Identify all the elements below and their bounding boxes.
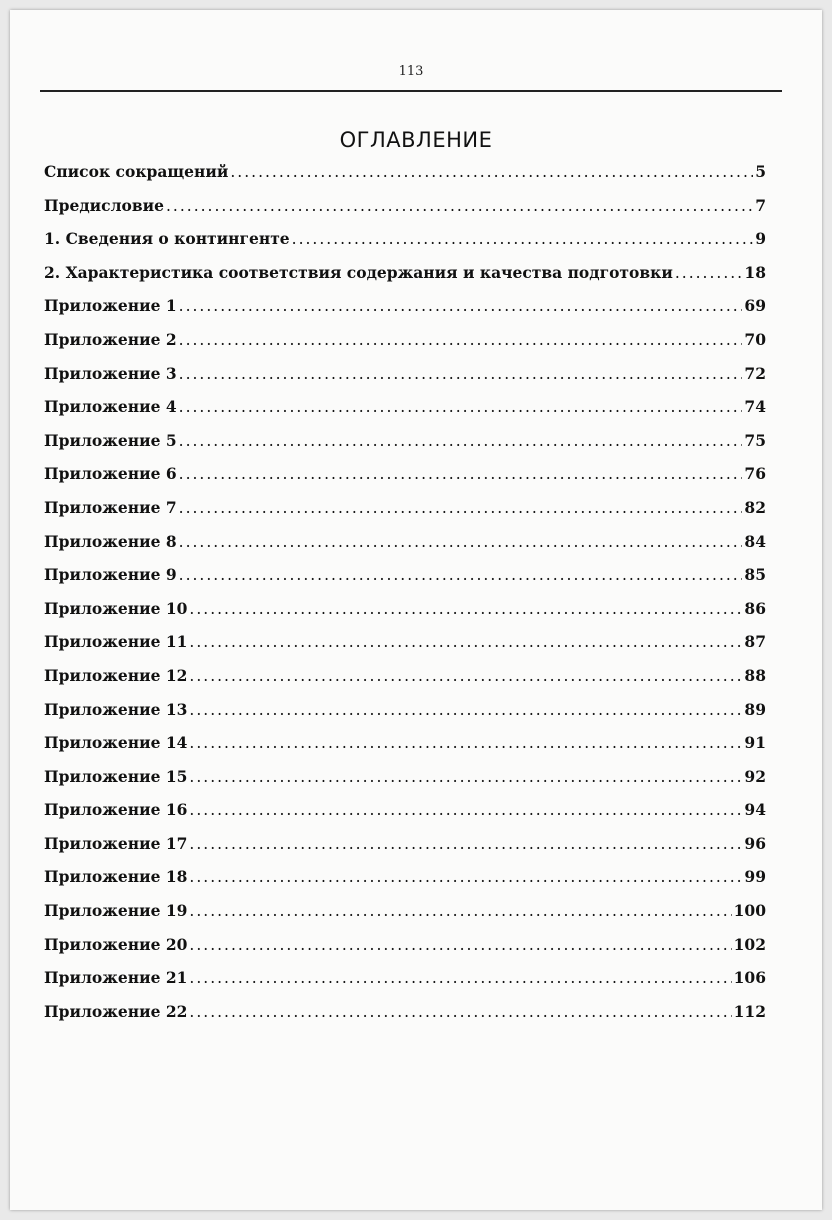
toc-entry-page: 9	[755, 229, 766, 249]
toc-dot-leader	[230, 163, 753, 181]
toc-dot-leader	[189, 701, 742, 719]
toc-entry-title: Приложение 22	[44, 1001, 188, 1021]
table-of-contents	[44, 162, 766, 1035]
toc-entry-title: 2. Характеристика соответствия содержания и качества подготовки	[44, 262, 673, 282]
toc-entry-page: 94	[744, 800, 766, 820]
toc-dot-leader	[189, 768, 742, 786]
toc-entry	[44, 532, 766, 566]
toc-dot-leader	[179, 297, 743, 315]
page-header	[40, 60, 782, 92]
toc-entry-title: Приложение 1	[44, 296, 177, 316]
toc-entry-title: Приложение 5	[44, 430, 177, 450]
toc-entry-title: Список сокращений	[44, 162, 229, 181]
toc-entry-page: 75	[744, 430, 766, 450]
toc-entry-page: 92	[744, 766, 766, 786]
toc-entry-title: Приложение 15	[44, 766, 188, 786]
toc-entry-page: 82	[744, 497, 766, 517]
toc-dot-leader	[179, 465, 743, 483]
toc-entry-title: Приложение 20	[44, 934, 188, 954]
toc-entry	[44, 229, 766, 263]
toc-entry-page: 70	[744, 329, 766, 349]
toc-entry-page: 87	[744, 632, 766, 652]
toc-entry	[44, 431, 766, 465]
toc-entry-title: Приложение 14	[44, 733, 188, 753]
toc-entry	[44, 464, 766, 498]
toc-entry-title: 1. Сведения о контингенте	[44, 229, 290, 249]
toc-dot-leader	[189, 902, 731, 920]
toc-entry-page: 85	[744, 565, 766, 585]
toc-entry	[44, 498, 766, 532]
toc-entry	[44, 666, 766, 700]
toc-entry-title: Предисловие	[44, 195, 164, 215]
toc-entry-page: 99	[744, 867, 766, 887]
toc-entry-page: 89	[744, 699, 766, 719]
toc-dot-leader	[179, 533, 743, 551]
toc-entry-page: 88	[744, 665, 766, 685]
toc-entry-title: Приложение 9	[44, 565, 177, 585]
toc-entry-title: Приложение 8	[44, 531, 177, 551]
toc-dot-leader	[189, 801, 742, 819]
toc-entry-page: 100	[733, 901, 766, 921]
toc-entry	[44, 935, 766, 969]
toc-entry-page: 106	[733, 968, 766, 988]
toc-entry	[44, 263, 766, 297]
toc-entry-page: 112	[733, 1001, 766, 1021]
toc-dot-leader	[189, 600, 742, 618]
toc-entry-title: Приложение 6	[44, 464, 177, 484]
toc-entry-title: Приложение 21	[44, 968, 188, 988]
toc-entry	[44, 968, 766, 1002]
toc-entry	[44, 632, 766, 666]
toc-dot-leader	[189, 1003, 731, 1021]
toc-entry-page: 5	[755, 162, 766, 181]
toc-entry-title: Приложение 16	[44, 800, 188, 820]
toc-dot-leader	[675, 264, 743, 282]
toc-entry-page: 76	[744, 464, 766, 484]
toc-dot-leader	[189, 835, 742, 853]
toc-entry	[44, 834, 766, 868]
toc-dot-leader	[179, 432, 743, 450]
toc-entry	[44, 1002, 766, 1036]
toc-entry-title: Приложение 18	[44, 867, 188, 887]
toc-entry-page: 18	[744, 262, 766, 282]
toc-entry	[44, 700, 766, 734]
toc-entry-page: 74	[744, 397, 766, 417]
toc-dot-leader	[166, 197, 753, 215]
toc-entry-title: Приложение 10	[44, 598, 188, 618]
toc-entry-title: Приложение 13	[44, 699, 188, 719]
toc-dot-leader	[189, 868, 742, 886]
toc-entry	[44, 733, 766, 767]
toc-entry	[44, 296, 766, 330]
toc-entry-page: 96	[744, 833, 766, 853]
toc-entry-title: Приложение 2	[44, 329, 177, 349]
toc-dot-leader	[189, 969, 731, 987]
toc-entry-page: 84	[744, 531, 766, 551]
page-number: 113	[398, 64, 424, 79]
toc-entry-page: 91	[744, 733, 766, 753]
toc-dot-leader	[179, 365, 743, 383]
toc-entry	[44, 800, 766, 834]
toc-dot-leader	[189, 936, 731, 954]
toc-entry-title: Приложение 4	[44, 397, 177, 417]
page-title: ОГЛАВЛЕНИЕ	[339, 128, 493, 152]
toc-dot-leader	[189, 633, 742, 651]
toc-entry-title: Приложение 11	[44, 632, 188, 652]
toc-entry	[44, 867, 766, 901]
toc-dot-leader	[179, 566, 743, 584]
toc-dot-leader	[179, 331, 743, 349]
toc-entry	[44, 767, 766, 801]
toc-entry	[44, 565, 766, 599]
toc-entry	[44, 162, 766, 196]
toc-dot-leader	[189, 734, 742, 752]
toc-entry-page: 7	[755, 195, 766, 215]
toc-entry-page: 102	[733, 934, 766, 954]
toc-entry-page: 72	[744, 363, 766, 383]
toc-dot-leader	[292, 230, 754, 248]
toc-entry-title: Приложение 17	[44, 833, 188, 853]
toc-entry-page: 86	[744, 598, 766, 618]
toc-entry	[44, 364, 766, 398]
book-page	[10, 10, 822, 1210]
toc-entry	[44, 599, 766, 633]
toc-entry-page: 69	[744, 296, 766, 316]
toc-entry-title: Приложение 19	[44, 901, 188, 921]
toc-entry-title: Приложение 12	[44, 665, 188, 685]
toc-entry	[44, 397, 766, 431]
toc-dot-leader	[179, 398, 743, 416]
toc-dot-leader	[179, 499, 743, 517]
toc-dot-leader	[189, 667, 742, 685]
toc-entry	[44, 196, 766, 230]
toc-entry	[44, 901, 766, 935]
toc-entry-title: Приложение 7	[44, 497, 177, 517]
toc-entry	[44, 330, 766, 364]
toc-entry-title: Приложение 3	[44, 363, 177, 383]
